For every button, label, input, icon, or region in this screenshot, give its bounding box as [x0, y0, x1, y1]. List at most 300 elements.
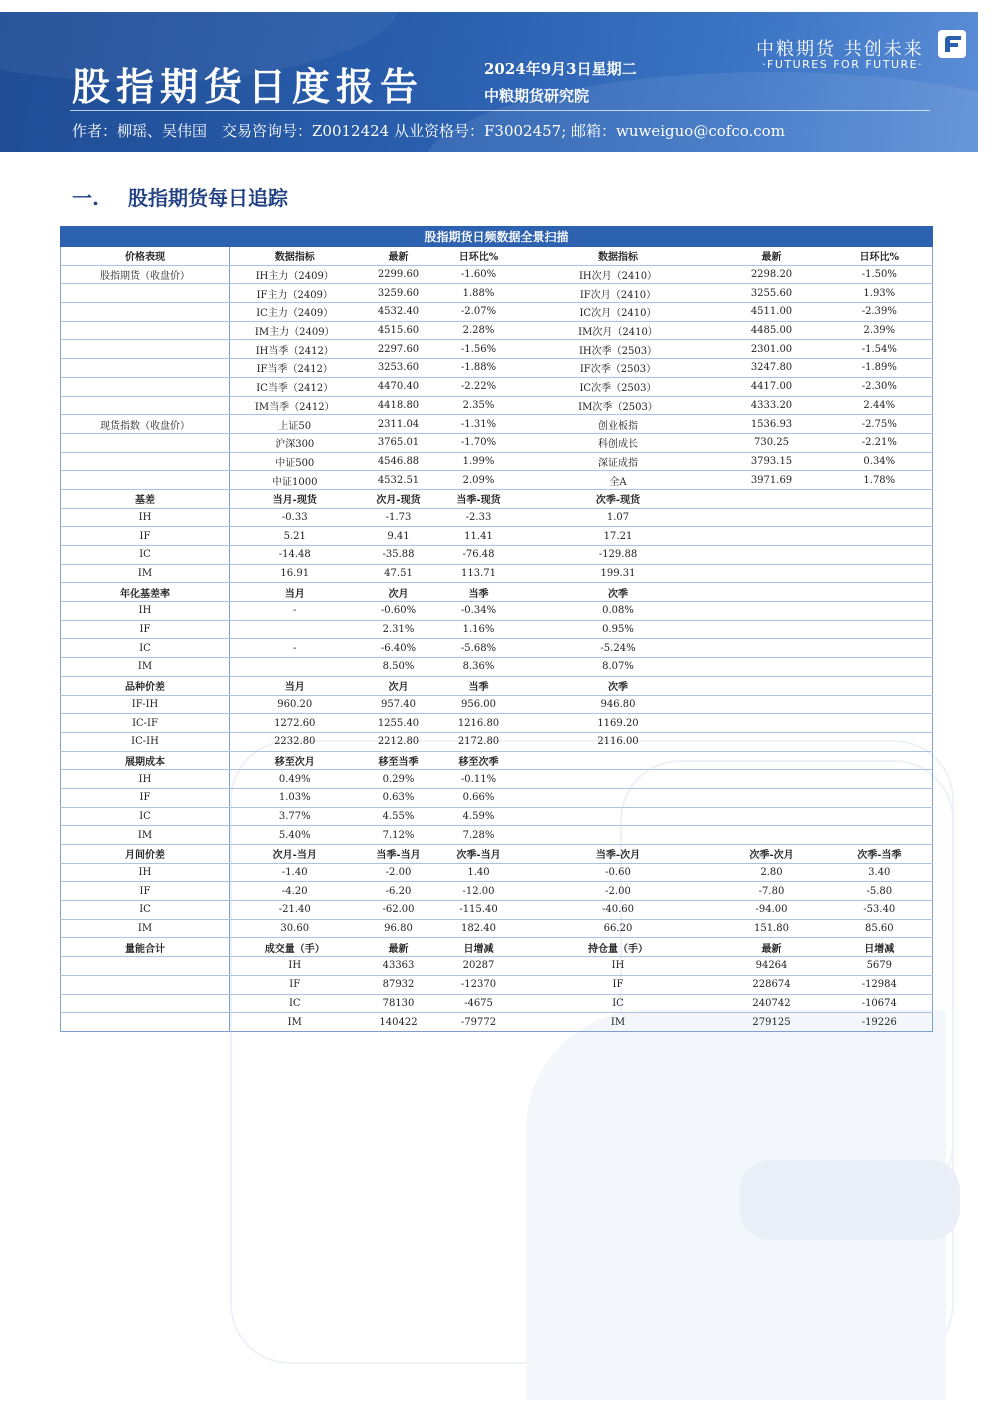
row-label-cell: 展期成本: [61, 751, 230, 770]
table-cell: 日增减: [827, 938, 933, 957]
table-cell: -0.33: [230, 508, 360, 527]
table-row: [61, 303, 933, 322]
table-cell: -1.88%: [438, 359, 520, 378]
table-cell: IM: [520, 1013, 717, 1032]
table-cell: 3.77%: [230, 807, 360, 826]
table-cell: 1.03%: [230, 788, 360, 807]
table-cell: 4485.00: [717, 321, 827, 340]
table-cell: 2298.20: [717, 265, 827, 284]
table-cell: 960.20: [230, 695, 360, 714]
table-cell: -2.22%: [438, 377, 520, 396]
row-label-cell: IF: [61, 620, 230, 639]
table-row: [61, 415, 933, 434]
row-label-cell: 月间价差: [61, 845, 230, 864]
table-cell: [717, 714, 827, 733]
table-row: [61, 284, 933, 303]
row-label-cell: IH: [61, 602, 230, 621]
table-cell: 17.21: [520, 527, 717, 546]
table-cell: 次季-当季: [827, 845, 933, 864]
table-cell: [717, 807, 827, 826]
table-cell: 78130: [360, 994, 438, 1013]
table-cell: 7.12%: [360, 826, 438, 845]
table-cell: 当季-当月: [360, 845, 438, 864]
table-cell: 1216.80: [438, 714, 520, 733]
table-cell: 957.40: [360, 695, 438, 714]
table-cell: 当季: [438, 583, 520, 602]
table-cell: 956.00: [438, 695, 520, 714]
table-row: [61, 433, 933, 452]
table-cell: IF: [520, 975, 717, 994]
table-cell: [827, 770, 933, 789]
table-cell: -5.80: [827, 882, 933, 901]
table-cell: [827, 527, 933, 546]
table-row: [61, 658, 933, 677]
table-cell: 当季: [438, 676, 520, 695]
row-label-cell: [61, 340, 230, 359]
table-cell: -: [230, 602, 360, 621]
table-cell: 创业板指: [520, 415, 717, 434]
table-cell: 最新: [717, 938, 827, 957]
table-cell: 85.60: [827, 919, 933, 938]
table-row: [61, 714, 933, 733]
table-cell: 4418.80: [360, 396, 438, 415]
table-cell: -35.88: [360, 546, 438, 565]
table-cell: -2.33: [438, 508, 520, 527]
table-row: [61, 527, 933, 546]
table-cell: IH主力（2409）: [230, 265, 360, 284]
table-row: [61, 377, 933, 396]
table-cell: [827, 546, 933, 565]
table-cell: -40.60: [520, 901, 717, 920]
table-row: [61, 957, 933, 976]
table-cell: [520, 807, 717, 826]
table-cell: 1.88%: [438, 284, 520, 303]
table-cell: 4333.20: [717, 396, 827, 415]
table-cell: [827, 714, 933, 733]
row-label-cell: IC: [61, 901, 230, 920]
row-label-cell: [61, 433, 230, 452]
table-cell: [717, 620, 827, 639]
section-heading: [72, 182, 288, 211]
table-cell: IF当季（2412）: [230, 359, 360, 378]
table-cell: 20287: [438, 957, 520, 976]
table-cell: -0.34%: [438, 602, 520, 621]
table-row: [61, 770, 933, 789]
table-row: [61, 807, 933, 826]
table-cell: 数据指标: [520, 247, 717, 266]
table-cell: 5.21: [230, 527, 360, 546]
table-cell: IC主力（2409）: [230, 303, 360, 322]
table-cell: 次月: [360, 676, 438, 695]
table-cell: 1.16%: [438, 620, 520, 639]
table-cell: -19226: [827, 1013, 933, 1032]
table-cell: -2.39%: [827, 303, 933, 322]
row-label-cell: [61, 321, 230, 340]
table-cell: 2.35%: [438, 396, 520, 415]
table-cell: -10674: [827, 994, 933, 1013]
table-cell: 持仓量（手）: [520, 938, 717, 957]
table-cell: IM当季（2412）: [230, 396, 360, 415]
table-cell: 4532.51: [360, 471, 438, 490]
table-cell: IM次季（2503）: [520, 396, 717, 415]
table-cell: 96.80: [360, 919, 438, 938]
table-row: [61, 695, 933, 714]
table-cell: [717, 826, 827, 845]
row-label-cell: [61, 359, 230, 378]
table-cell: 66.20: [520, 919, 717, 938]
table-caption: 股指期货日频数据全景扫描: [61, 227, 933, 247]
row-label-cell: IM: [61, 564, 230, 583]
table-cell: 3.40: [827, 863, 933, 882]
table-cell: -1.40: [230, 863, 360, 882]
table-cell: [827, 639, 933, 658]
table-cell: [520, 770, 717, 789]
table-header-row: [61, 676, 933, 695]
table-cell: 最新: [360, 247, 438, 266]
row-label-cell: IH: [61, 508, 230, 527]
table-cell: 946.80: [520, 695, 717, 714]
table-cell: -7.80: [717, 882, 827, 901]
table-cell: IM次月（2410）: [520, 321, 717, 340]
row-label-cell: 股指期货（收盘价）: [61, 265, 230, 284]
table-cell: 次季-现货: [520, 489, 717, 508]
table-cell: 11.41: [438, 527, 520, 546]
table-cell: [520, 788, 717, 807]
table-cell: 3259.60: [360, 284, 438, 303]
table-cell: -5.68%: [438, 639, 520, 658]
table-cell: 199.31: [520, 564, 717, 583]
table-cell: IC: [230, 994, 360, 1013]
row-label-cell: IM: [61, 658, 230, 677]
table-cell: -53.40: [827, 901, 933, 920]
table-cell: [827, 602, 933, 621]
row-label-cell: [61, 975, 230, 994]
row-label-cell: [61, 471, 230, 490]
table-cell: 中证1000: [230, 471, 360, 490]
row-label-cell: IH: [61, 863, 230, 882]
row-label-cell: 现货指数（收盘价）: [61, 415, 230, 434]
table-cell: -21.40: [230, 901, 360, 920]
table-cell: -0.11%: [438, 770, 520, 789]
table-cell: 1255.40: [360, 714, 438, 733]
table-header-row: [61, 247, 933, 266]
row-label-cell: IF-IH: [61, 695, 230, 714]
table-cell: 2232.80: [230, 732, 360, 751]
table-cell: [230, 620, 360, 639]
table-header-row: [61, 583, 933, 602]
table-cell: [827, 564, 933, 583]
table-cell: 0.49%: [230, 770, 360, 789]
table-row: [61, 471, 933, 490]
table-row: [61, 564, 933, 583]
table-cell: [827, 583, 933, 602]
table-cell: 科创成长: [520, 433, 717, 452]
table-cell: -2.00: [360, 863, 438, 882]
table-cell: -12.00: [438, 882, 520, 901]
table-cell: [827, 508, 933, 527]
table-cell: [827, 732, 933, 751]
table-cell: 4532.40: [360, 303, 438, 322]
table-cell: -0.60%: [360, 602, 438, 621]
row-label-cell: [61, 452, 230, 471]
table-cell: 0.63%: [360, 788, 438, 807]
table-cell: 沪深300: [230, 433, 360, 452]
table-cell: [520, 751, 717, 770]
table-cell: [717, 508, 827, 527]
table-cell: 2116.00: [520, 732, 717, 751]
table-row: [61, 508, 933, 527]
table-cell: [827, 658, 933, 677]
table-cell: 次月-现货: [360, 489, 438, 508]
table-row: [61, 788, 933, 807]
table-cell: 2301.00: [717, 340, 827, 359]
row-label-cell: IC: [61, 546, 230, 565]
row-label-cell: [61, 994, 230, 1013]
table-cell: -115.40: [438, 901, 520, 920]
table-cell: IH: [520, 957, 717, 976]
table-cell: 0.29%: [360, 770, 438, 789]
table-cell: 3255.60: [717, 284, 827, 303]
table-header-row: [61, 845, 933, 864]
table-cell: 3971.69: [717, 471, 827, 490]
table-cell: [717, 788, 827, 807]
table-cell: IF: [230, 975, 360, 994]
row-label-cell: IC-IF: [61, 714, 230, 733]
row-label-cell: [61, 957, 230, 976]
table-row: [61, 602, 933, 621]
table-cell: IC当季（2412）: [230, 377, 360, 396]
table-cell: 2.44%: [827, 396, 933, 415]
table-cell: -2.30%: [827, 377, 933, 396]
table-cell: [717, 489, 827, 508]
table-cell: -2.21%: [827, 433, 933, 452]
table-cell: 4.59%: [438, 807, 520, 826]
row-label-cell: 基差: [61, 489, 230, 508]
table-cell: [230, 658, 360, 677]
table-cell: IF次季（2503）: [520, 359, 717, 378]
row-label-cell: IF: [61, 527, 230, 546]
table-cell: 最新: [717, 247, 827, 266]
table-cell: 次季-次月: [717, 845, 827, 864]
table-cell: 移至次季: [438, 751, 520, 770]
table-cell: 0.08%: [520, 602, 717, 621]
table-row: [61, 863, 933, 882]
row-label-cell: [61, 284, 230, 303]
row-label-cell: IM: [61, 919, 230, 938]
table-cell: 8.50%: [360, 658, 438, 677]
row-label-cell: 年化基差率: [61, 583, 230, 602]
table-cell: [827, 826, 933, 845]
table-cell: -1.54%: [827, 340, 933, 359]
table-cell: 成交量（手）: [230, 938, 360, 957]
table-cell: 30.60: [230, 919, 360, 938]
table-cell: 279125: [717, 1013, 827, 1032]
table-cell: -94.00: [717, 901, 827, 920]
table-cell: 次月: [360, 583, 438, 602]
row-label-cell: IF: [61, 788, 230, 807]
table-cell: 1536.93: [717, 415, 827, 434]
table-cell: [827, 676, 933, 695]
table-cell: 182.40: [438, 919, 520, 938]
table-cell: IF次月（2410）: [520, 284, 717, 303]
report-title: 股指期货日度报告: [72, 64, 425, 109]
table-row: [61, 265, 933, 284]
row-label-cell: 品种价差: [61, 676, 230, 695]
table-cell: -129.88: [520, 546, 717, 565]
table-cell: 2299.60: [360, 265, 438, 284]
table-cell: -4675: [438, 994, 520, 1013]
table-cell: [717, 564, 827, 583]
report-institute: 中粮期货研究院: [484, 87, 590, 105]
futures-data-table: [60, 226, 933, 1032]
table-cell: 2.31%: [360, 620, 438, 639]
row-label-cell: 价格表现: [61, 247, 230, 266]
table-row: [61, 639, 933, 658]
table-cell: 5.40%: [230, 826, 360, 845]
row-label-cell: 量能合计: [61, 938, 230, 957]
company-logo-icon: [936, 28, 968, 60]
company-logo-text: 中粮期货 共创未来: [756, 39, 924, 60]
table-cell: 上证50: [230, 415, 360, 434]
table-row: [61, 321, 933, 340]
table-cell: 当季-现货: [438, 489, 520, 508]
row-label-cell: IC-IH: [61, 732, 230, 751]
table-cell: 2.28%: [438, 321, 520, 340]
table-cell: -1.50%: [827, 265, 933, 284]
table-cell: 47.51: [360, 564, 438, 583]
table-cell: 7.28%: [438, 826, 520, 845]
table-cell: 8.07%: [520, 658, 717, 677]
row-label-cell: IH: [61, 770, 230, 789]
table-cell: [717, 639, 827, 658]
table-cell: 16.91: [230, 564, 360, 583]
table-cell: -2.00: [520, 882, 717, 901]
row-label-cell: IC: [61, 807, 230, 826]
table-cell: -4.20: [230, 882, 360, 901]
table-cell: 0.95%: [520, 620, 717, 639]
table-cell: IH次季（2503）: [520, 340, 717, 359]
table-cell: [520, 826, 717, 845]
table-cell: -62.00: [360, 901, 438, 920]
table-cell: 1.93%: [827, 284, 933, 303]
table-cell: IF主力（2409）: [230, 284, 360, 303]
table-cell: 240742: [717, 994, 827, 1013]
table-cell: [717, 546, 827, 565]
table-cell: 3793.15: [717, 452, 827, 471]
table-cell: 深证成指: [520, 452, 717, 471]
table-cell: IH: [230, 957, 360, 976]
table-cell: 1.07: [520, 508, 717, 527]
table-cell: -6.40%: [360, 639, 438, 658]
table-cell: 228674: [717, 975, 827, 994]
table-cell: 3253.60: [360, 359, 438, 378]
table-cell: 全A: [520, 471, 717, 490]
table-row: [61, 994, 933, 1013]
table-cell: 1169.20: [520, 714, 717, 733]
table-cell: 次季: [520, 676, 717, 695]
row-label-cell: [61, 377, 230, 396]
table-cell: 2.39%: [827, 321, 933, 340]
table-cell: 日环比%: [438, 247, 520, 266]
table-cell: 1.78%: [827, 471, 933, 490]
table-cell: -1.56%: [438, 340, 520, 359]
table-cell: -76.48: [438, 546, 520, 565]
table-cell: [717, 751, 827, 770]
table-cell: [827, 788, 933, 807]
table-cell: 5679: [827, 957, 933, 976]
row-label-cell: IM: [61, 826, 230, 845]
table-cell: -14.48: [230, 546, 360, 565]
table-row: [61, 975, 933, 994]
table-cell: 87932: [360, 975, 438, 994]
table-cell: IC次季（2503）: [520, 377, 717, 396]
company-slogan: ·FUTURES FOR FUTURE·: [762, 58, 924, 71]
report-header-banner: [0, 12, 978, 152]
table-cell: 4417.00: [717, 377, 827, 396]
table-cell: 最新: [360, 938, 438, 957]
table-cell: [717, 527, 827, 546]
row-label-cell: [61, 303, 230, 322]
table-cell: 4546.88: [360, 452, 438, 471]
table-row: [61, 396, 933, 415]
table-cell: 2297.60: [360, 340, 438, 359]
table-cell: -1.60%: [438, 265, 520, 284]
table-cell: 4511.00: [717, 303, 827, 322]
table-cell: 当季-次月: [520, 845, 717, 864]
row-label-cell: [61, 1013, 230, 1032]
table-cell: [827, 620, 933, 639]
table-cell: [717, 602, 827, 621]
table-cell: 151.80: [717, 919, 827, 938]
table-cell: -12370: [438, 975, 520, 994]
table-cell: -1.31%: [438, 415, 520, 434]
table-cell: 3247.80: [717, 359, 827, 378]
table-cell: 移至次月: [230, 751, 360, 770]
table-cell: -0.60: [520, 863, 717, 882]
table-cell: 日增减: [438, 938, 520, 957]
row-label-cell: IC: [61, 639, 230, 658]
table-cell: [827, 695, 933, 714]
table-cell: 4470.40: [360, 377, 438, 396]
table-cell: 730.25: [717, 433, 827, 452]
table-row: [61, 826, 933, 845]
table-cell: [827, 751, 933, 770]
table-cell: 2212.80: [360, 732, 438, 751]
table-row: [61, 882, 933, 901]
table-cell: 2172.80: [438, 732, 520, 751]
table-cell: 当月-现货: [230, 489, 360, 508]
table-cell: [827, 489, 933, 508]
report-date: 2024年9月3日星期二: [484, 60, 637, 78]
table-cell: IC: [520, 994, 717, 1013]
table-cell: 3765.01: [360, 433, 438, 452]
table-cell: -: [230, 639, 360, 658]
table-cell: 140422: [360, 1013, 438, 1032]
table-cell: 数据指标: [230, 247, 360, 266]
table-cell: -2.07%: [438, 303, 520, 322]
table-cell: 1.40: [438, 863, 520, 882]
table-cell: 0.34%: [827, 452, 933, 471]
row-label-cell: [61, 396, 230, 415]
table-cell: [717, 695, 827, 714]
report-authors: 作者：柳瑶、吴伟国 交易咨询号：Z0012424 从业资格号：F3002457; 邮箱：wuweiguo@cofco.com: [72, 122, 785, 140]
table-row: [61, 340, 933, 359]
table-cell: 当月: [230, 583, 360, 602]
table-row: [61, 620, 933, 639]
table-cell: 次季: [520, 583, 717, 602]
table-cell: 8.36%: [438, 658, 520, 677]
table-cell: 9.41: [360, 527, 438, 546]
